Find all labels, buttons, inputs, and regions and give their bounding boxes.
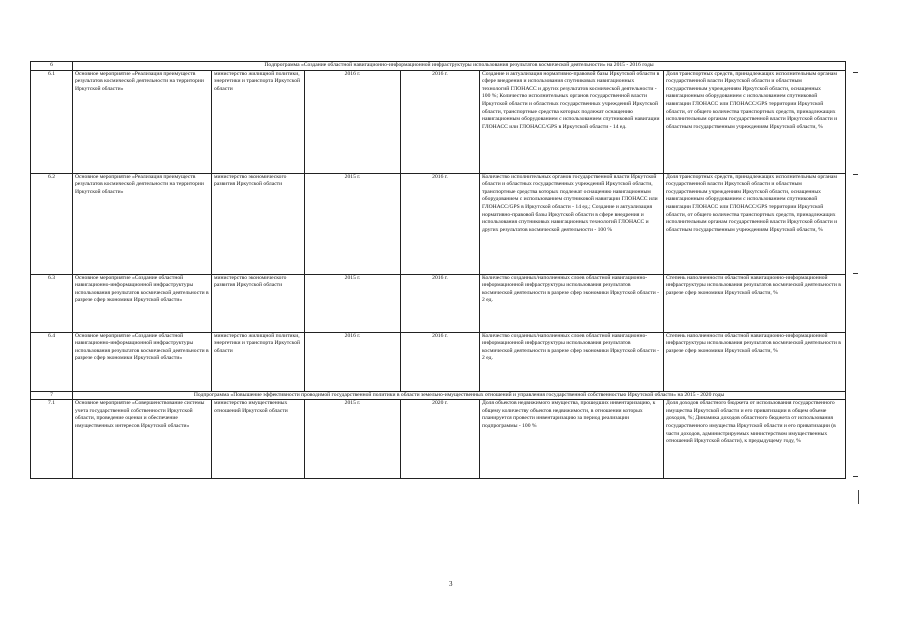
section-number: 7 (31, 391, 73, 400)
row-number: 6.3 (31, 274, 73, 332)
section-title: Подпрограмма «Повышение эффективности проводимой государственной политики в области земельно-имущественных отношений и управления государственной собственностью Иркутской области» на 2015 - 2020 годы (73, 391, 846, 400)
activity-cell: Основное мероприятие «Реализация преимуществ результатов космической деятельности на территории Иркутской области» (73, 70, 212, 173)
executor-cell: министерство жилищной политики, энергетики и транспорта Иркутской области (212, 70, 305, 173)
activity-cell: Основное мероприятие «Создание областной навигационно-информационной инфраструктуры использования результатов космической деятельности в разрезе сфер экономики Иркутской области» (73, 332, 212, 391)
executor-cell: министерство экономического развития Иркутской области (212, 274, 305, 332)
activity-cell: Основное мероприятие «Реализация преимуществ результатов космической деятельности на территории Иркутской области» (73, 173, 212, 274)
row-number: 6.1 (31, 70, 73, 173)
executor-cell: министерство жилищной политики, энергетики и транспорта Иркутской области (212, 332, 305, 391)
final-result-cell: Степень наполненности областной навигационно-информационной инфраструктуры использования результатов космической деятельности в разрезе сфер экономики Иркутской области, % (664, 274, 846, 332)
final-result-cell: Доля доходов областного бюджета от использования государственного имущества Иркутской области и его приватизации в общем объеме доходов, %; Динамика доходов областного бюджета от использования государственного имущества Иркутской области и его приватизации (в части доходов, администрируемых министерством имущественных отношений Иркутской области), к предыдущему году, % (664, 400, 846, 479)
section-number: 6 (31, 62, 73, 71)
section-header-7 (31, 391, 846, 400)
end-year-cell: 2020 г. (401, 400, 480, 479)
table-row (31, 70, 846, 173)
table-row (31, 332, 846, 391)
table-row (31, 400, 846, 479)
activity-cell: Основное мероприятие «Совершенствование системы учета государственной собственности Иркутской области, проведение оценки и обеспечение имущественных интересов Иркутской области» (73, 400, 212, 479)
final-result-cell: Степень наполненности областной навигационно-информационной инфраструктуры использования результатов космической деятельности в разрезе сфер экономики Иркутской области, % (664, 332, 846, 391)
scan-mark (853, 72, 858, 73)
start-year-cell: 2015 г. (305, 274, 401, 332)
direct-result-cell: Доля объектов недвижимого имущества, прошедших инвентаризацию, к общему количеству объектов недвижимости, в отношении которых планируется провести инвентаризацию за период реализации подпрограммы - 100 % (480, 400, 664, 479)
end-year-cell: 2016 г. (401, 274, 480, 332)
row-number: 6.4 (31, 332, 73, 391)
page-number: 3 (449, 580, 453, 588)
row-number: 6.2 (31, 173, 73, 274)
executor-cell: министерство экономического развития Иркутской области (212, 173, 305, 274)
scan-mark (858, 490, 859, 504)
end-year-cell: 2016 г. (401, 70, 480, 173)
final-result-cell: Доля транспортных средств, принадлежащих исполнительным органам государственной власти Иркутской области и областным государственным учреждениям Иркутской области, оснащенных навигационным оборудованием с использованием спутниковой навигации ГЛОНАСС или ГЛОНАСС/GPS территории Иркутской области, от общего количества транспортных средств, принадлежащих исполнительным органам государственной власти Иркутской области и областным государственным учреждениям Иркутской области, % (664, 70, 846, 173)
end-year-cell: 2016 г. (401, 173, 480, 274)
program-table (30, 61, 846, 479)
table-row (31, 274, 846, 332)
activity-cell: Основное мероприятие «Создание областной навигационно-информационной инфраструктуры использования результатов космической деятельности в разрезе сфер экономики Иркутской области» (73, 274, 212, 332)
direct-result-cell: Создание и актуализация нормативно-правовой базы Иркутской области в сфере внедрения и использования спутниковых навигационных технологий ГЛОНАСС и других результатов космической деятельности - 100 %; Количество исполнительных органов государственной власти Иркутской области и областных государственных учреждений Иркутской области, транспортные средства которых подлежат оснащению навигационным оборудованием с использованием спутниковой навигации ГЛОНАСС или ГЛОНАСС/GPS в Иркутской области - 14 ед. (480, 70, 664, 173)
start-year-cell: 2015 г. (305, 400, 401, 479)
start-year-cell: 2015 г. (305, 173, 401, 274)
section-title: Подпрограмма «Создание областной навигационно-информационной инфраструктуры использования результатов космической деятельности» на 2015 - 2016 годы (73, 62, 846, 71)
scan-mark (853, 476, 858, 477)
direct-result-cell: Количество созданных/наполненных слоев областной навигационно-информационной инфраструктуры использования результатов космической деятельности в разрезе сфер экономики Иркутской области - 2 ед. (480, 332, 664, 391)
start-year-cell: 2016 г. (305, 332, 401, 391)
table-row (31, 173, 846, 274)
executor-cell: министерство имущественных отношений Иркутской области (212, 400, 305, 479)
direct-result-cell: Количество исполнительных органов государственной власти Иркутской области и областных государственных учреждений Иркутской области, транспортные средства которых подлежат оснащению навигационным оборудованием с использованием спутниковой навигации ГЛОНАСС или ГЛОНАСС/GPS в Иркутской области - 14 ед.; Создание и актуализация нормативно-правовой базы Иркутской области в сфере внедрения и использования спутниковых навигационных технологий ГЛОНАСС и других результатов космической деятельности - 100 % (480, 173, 664, 274)
section-header-6 (31, 62, 846, 71)
final-result-cell: Доля транспортных средств, принадлежащих исполнительным органам государственной власти Иркутской области и областным государственным учреждениям Иркутской области, оснащенных навигационным оборудованием с использованием спутниковой навигации ГЛОНАСС или ГЛОНАСС/GPS территории Иркутской области, от общего количества транспортных средств, принадлежащих исполнительным органам государственной власти Иркутской области и областным государственным учреждениям Иркутской области, % (664, 173, 846, 274)
start-year-cell: 2016 г. (305, 70, 401, 173)
row-number: 7.1 (31, 400, 73, 479)
direct-result-cell: Количество созданных/наполненных слоев областной навигационно-информационной инфраструктуры использования результатов космической деятельности в разрезе сфер экономики Иркутской области - 2 ед. (480, 274, 664, 332)
end-year-cell: 2016 г. (401, 332, 480, 391)
scan-mark (853, 273, 858, 274)
scan-mark (853, 174, 858, 175)
